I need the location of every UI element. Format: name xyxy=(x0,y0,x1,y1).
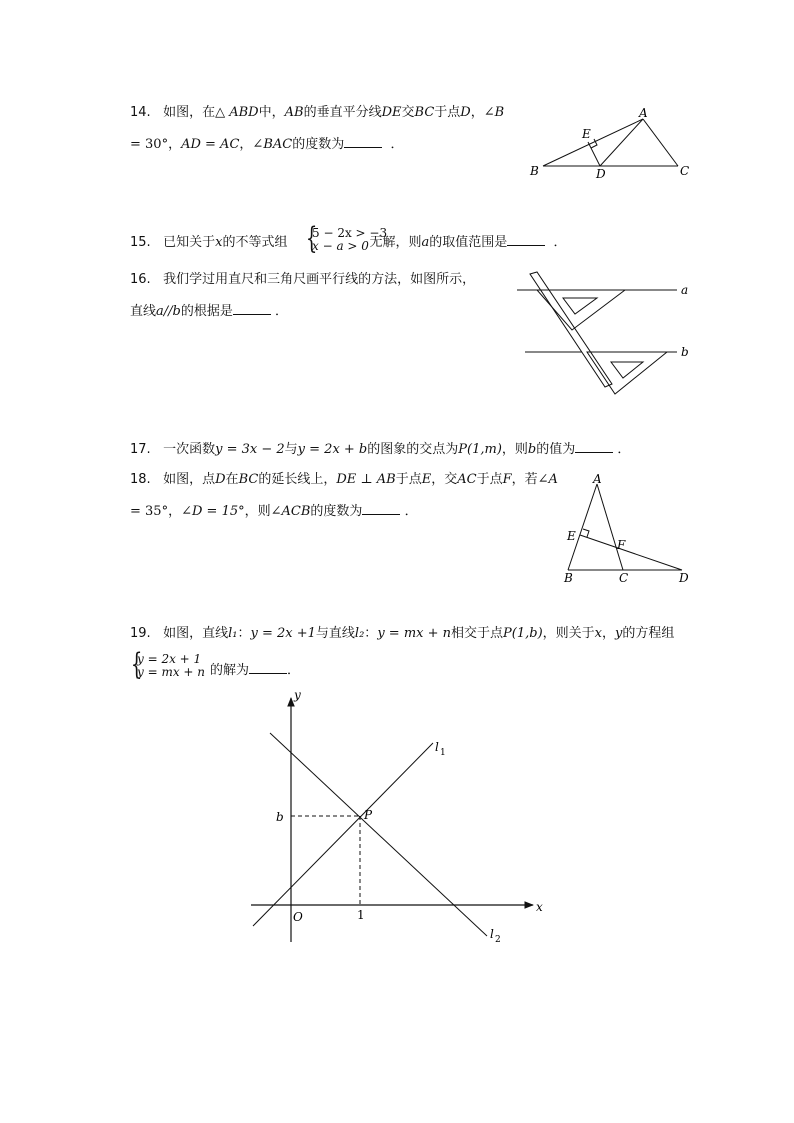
q18-figure xyxy=(560,472,700,587)
q16-line2: 直线a//b的根据是 ． xyxy=(130,304,289,319)
q19-number: 19. xyxy=(130,626,151,641)
q18-label-c: C xyxy=(619,571,629,585)
q19-line2: 的解为 ． xyxy=(210,663,301,678)
answer-blank[interactable] xyxy=(233,302,271,315)
q14-segment-ac xyxy=(643,119,678,166)
q19-system-row1: y = 2x + 1 xyxy=(137,652,202,666)
q14-label-b: B xyxy=(530,164,539,178)
q14-number: 14. xyxy=(130,105,151,120)
label-l2: l xyxy=(490,927,494,941)
label-b: b xyxy=(276,810,284,824)
q14-segment-ad xyxy=(600,119,643,166)
q18-label-e: E xyxy=(567,529,576,543)
q14-line2: = 30°，AD = AC，∠BAC的度数为 ． xyxy=(130,137,404,152)
q18-segment-ed xyxy=(580,535,682,570)
label-y: y xyxy=(294,688,301,702)
answer-blank[interactable] xyxy=(249,661,287,674)
q19-brace: { xyxy=(130,647,143,682)
q18-segment-ac xyxy=(597,484,623,570)
q15-system-row2: x − a > 0 xyxy=(312,239,369,253)
q18-segment-ab xyxy=(568,484,597,570)
label-origin: O xyxy=(293,910,303,924)
q16-label-a: a xyxy=(681,283,689,297)
q19-graph xyxy=(245,688,565,953)
q16-triangle-top-inner xyxy=(563,298,597,314)
q18-label-f: F xyxy=(617,538,626,552)
q14-segment-de xyxy=(588,142,600,166)
q18-label-b: B xyxy=(564,571,573,585)
label-l2-sub: 2 xyxy=(495,935,501,945)
label-x: x xyxy=(536,900,543,914)
q14-label-c: C xyxy=(680,164,690,178)
q18-line2: = 35°，∠D = 15°，则∠ACB的度数为 ． xyxy=(130,504,418,519)
q18-right-angle-mark xyxy=(583,529,589,537)
q15-line: 15. 已知关于x的不等式组 无解，则a的取值范围是 ． xyxy=(130,235,567,250)
q19-line1: 19. 如图，直线l₁：y = 2x +1与直线l₂：y = mx + n相交于点P(1,b)，则关于x，y的方程组 xyxy=(130,626,675,641)
q15-system-row1: 5 − 2x > −3 xyxy=(312,226,388,240)
q15-number: 15. xyxy=(130,235,151,250)
q16-figure xyxy=(515,270,705,400)
q18-number: 18. xyxy=(130,472,151,487)
answer-blank[interactable] xyxy=(507,233,545,246)
line-l1 xyxy=(253,743,433,926)
q17-number: 17. xyxy=(130,442,151,457)
q15-brace: { xyxy=(305,221,318,256)
q14-figure xyxy=(525,105,695,185)
label-l1: l xyxy=(435,740,439,754)
label-p: P xyxy=(364,808,373,822)
q14-label-d: D xyxy=(596,167,606,181)
label-one: 1 xyxy=(357,908,365,922)
answer-blank[interactable] xyxy=(362,502,400,515)
answer-blank[interactable] xyxy=(344,135,382,148)
q14-segment-ba xyxy=(543,119,643,166)
label-l1-sub: 1 xyxy=(440,748,446,758)
q16-number: 16. xyxy=(130,272,151,287)
q18-line1: 18. 如图，点D在BC的延长线上，DE ⊥ AB于点E，交AC于点F，若∠A xyxy=(130,472,558,487)
q14-label-a: A xyxy=(639,106,648,120)
q16-label-b: b xyxy=(681,345,689,359)
answer-blank[interactable] xyxy=(575,440,613,453)
q18-label-a: A xyxy=(593,472,602,486)
q17-line: 17. 一次函数y = 3x − 2与y = 2x + b的图象的交点为P(1,m)，则b的值为 ． xyxy=(130,442,631,457)
q14-line1: 14. 如图，在△ ABD中，AB的垂直平分线DE交BC于点D，∠B xyxy=(130,105,505,120)
q18-label-d: D xyxy=(679,571,689,585)
q19-system-row2: y = mx + n xyxy=(137,665,206,679)
q16-line1: 16. 我们学过用直尺和三角尺画平行线的方法，如图所示， xyxy=(130,272,476,287)
q14-label-e: E xyxy=(582,127,591,141)
